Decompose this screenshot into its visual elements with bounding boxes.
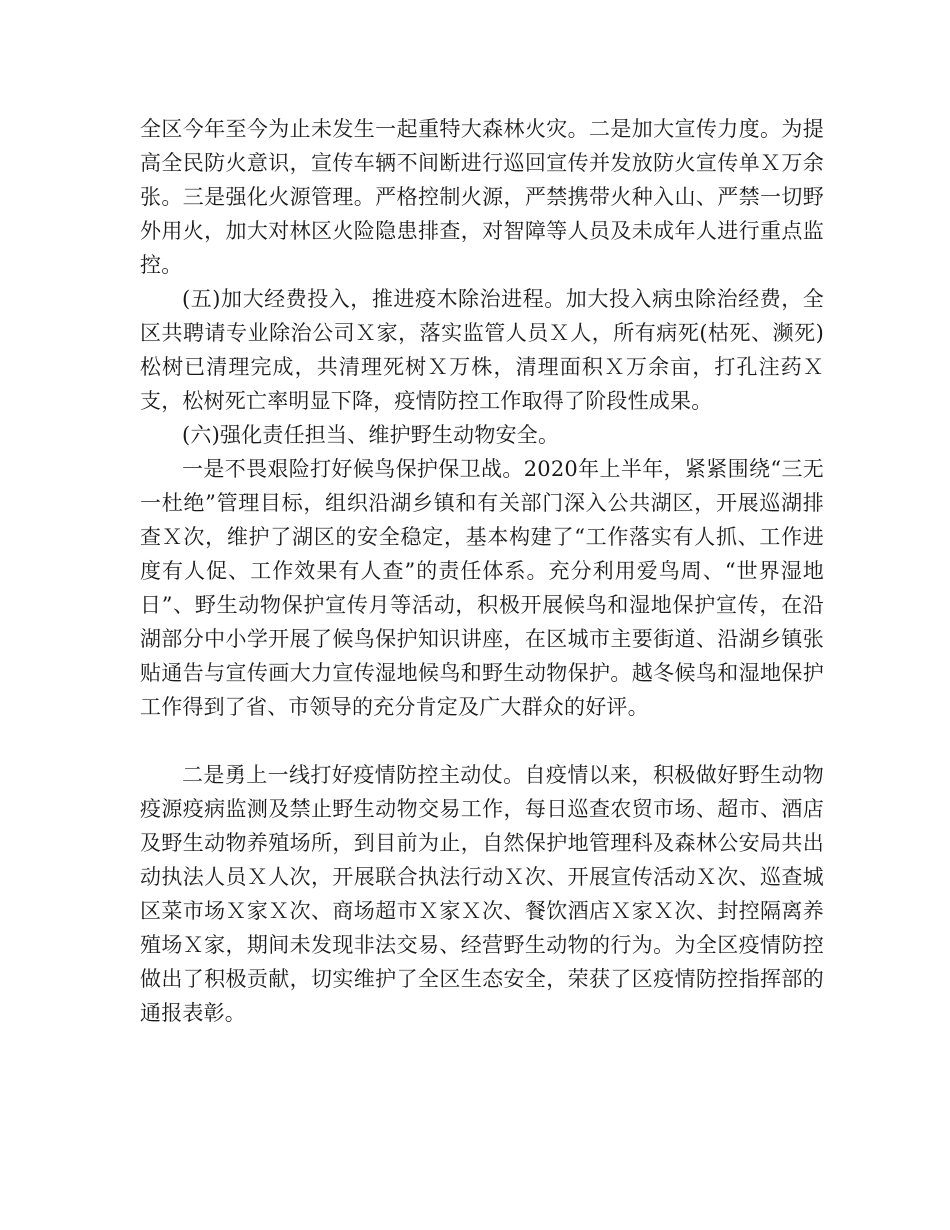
document-page <box>140 112 824 1030</box>
paragraph-section-five: (五)加大经费投入，推进疫木除治进程。加大投入病虫除治经费，全区共聘请专业除治公司Ｘ家，落实监管人员Ｘ人，所有病死(枯死、濒死)松树已清理完成，共清理死树Ｘ万株，清理面积Ｘ万余亩，打孔注药Ｘ支，松树死亡率明显下降，疫情防控工作取得了阶段性成果。 <box>140 287 824 413</box>
paragraph-spacer <box>140 724 824 758</box>
paragraph-epidemic-control: 二是勇上一线打好疫情防控主动仗。自疫情以来，积极做好野生动物疫源疫病监测及禁止野生动物交易工作，每日巡查农贸市场、超市、酒店及野生动物养殖场所，到目前为止，自然保护地管理科及森林公安局共出动执法人员Ｘ人次，开展联合执法行动Ｘ次、开展宣传活动Ｘ次、巡查城区菜市场Ｘ家Ｘ次、商场超市Ｘ家Ｘ次、餐饮酒店Ｘ家Ｘ次、封控隔离养殖场Ｘ家，期间未发现非法交易、经营野生动物的行为。为全区疫情防控做出了积极贡献，切实维护了全区生态安全，荣获了区疫情防控指挥部的通报表彰。 <box>140 763 824 1025</box>
paragraph-section-six-heading: (六)强化责任担当、维护野生动物安全。 <box>182 423 560 447</box>
paragraph-migratory-bird-protection: 一是不畏艰险打好候鸟保护保卫战。2020年上半年，紧紧围绕“三无一杜绝”管理目标，组织沿湖乡镇和有关部门深入公共湖区，开展巡湖排查Ｘ次，维护了湖区的安全稳定，基本构建了“工作落实有人抓、工作进度有人促、工作效果有人查”的责任体系。充分利用爱鸟周、“世界湿地日”、野生动物保护宣传月等活动，积极开展候鸟和湿地保护宣传，在沿湖部分中小学开展了候鸟保护知识讲座，在区城市主要街道、沿湖乡镇张贴通告与宣传画大力宣传湿地候鸟和野生动物保护。越冬候鸟和湿地保护工作得到了省、市领导的充分肯定及广大群众的好评。 <box>140 457 824 719</box>
paragraph-fire-prevention-continued: 全区今年至今为止未发生一起重特大森林火灾。二是加大宣传力度。为提高全民防火意识，宣传车辆不间断进行巡回宣传并发放防火宣传单Ｘ万余张。三是强化火源管理。严格控制火源，严禁携带火种入山、严禁一切野外用火，加大对林区火险隐患排查，对智障等人员及未成年人进行重点监控。 <box>140 117 824 277</box>
